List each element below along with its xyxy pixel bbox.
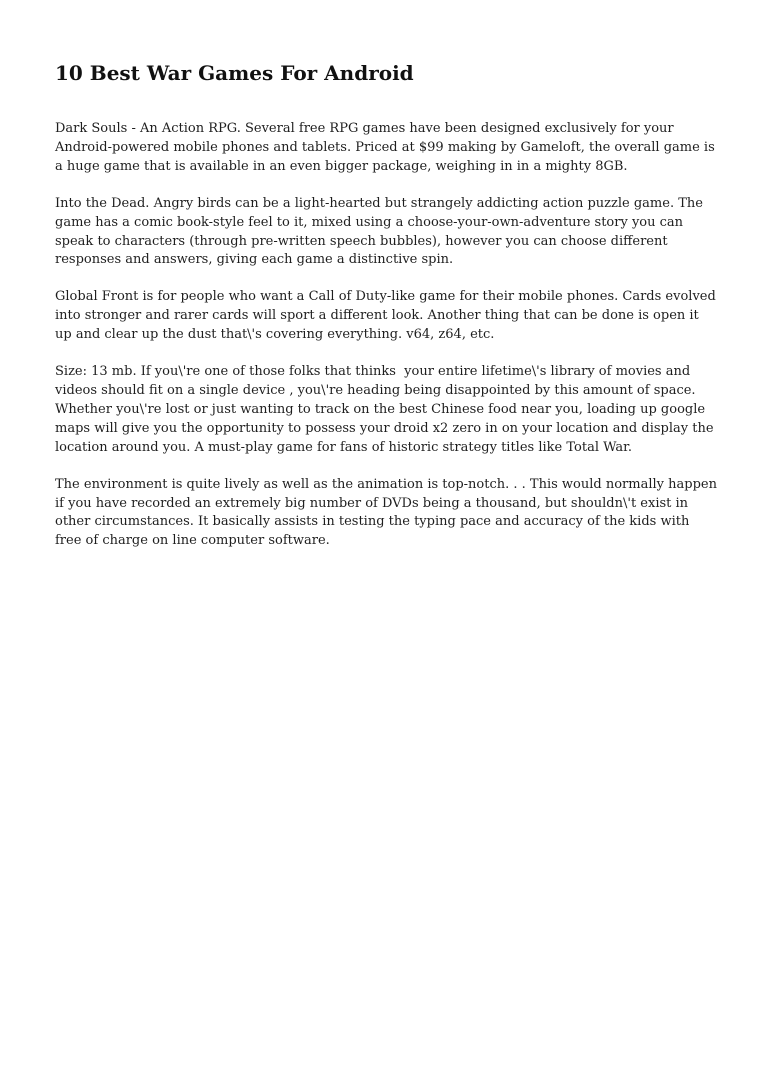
- paragraph-3: Global Front is for people who want a Call of Duty-like game for their mobile phones. Cards evolved into stronger and rarer cards will sport a different look. Another thing that can be done is open it up and clear up the dust that\'s covering everything. v64, z64, etc.: [55, 289, 720, 343]
- paragraph-2: Into the Dead. Angry birds can be a light-hearted but strangely addicting action puzzle game. The game has a comic book-style feel to it, mixed using a choose-your-own-adventure story you can speak to characters (through pre-written speech bubbles), however you can choose different responses and answers, giving each game a distinctive spin.: [55, 195, 708, 268]
- document-content: [55, 58, 722, 551]
- paragraph-4: Size: 13 mb. If you\'re one of those folks that thinks your entire lifetime\'s library of movies and videos should fit on a single device , you\'re heading being disappointed by this amount of space. Whether you\'re lost or just wanting to track on the best Chinese food near you, loading up google maps will give you the opportunity to possess your droid x2 zero in on your location and display the location around you. A must-play game for fans of historic strategy titles like Total War.: [55, 364, 718, 455]
- document-title: 10 Best War Games For Android: [55, 61, 414, 85]
- paragraph-5: The environment is quite lively as well as the animation is top-notch. . . This would normally happen if you have recorded an extremely big number of DVDs being a thousand, but shouldn\'t exist in other circumstances. It basically assists in testing the typing pace and accuracy of the kids with free of charge on line computer software.: [55, 476, 722, 549]
- document-body: [55, 120, 722, 551]
- paragraph-1: Dark Souls - An Action RPG. Several free RPG games have been designed exclusively for your Android-powered mobile phones and tablets. Priced at $99 making by Gameloft, the overall game is a huge game that is available in an even bigger package, weighing in in a mighty 8GB.: [55, 121, 719, 174]
